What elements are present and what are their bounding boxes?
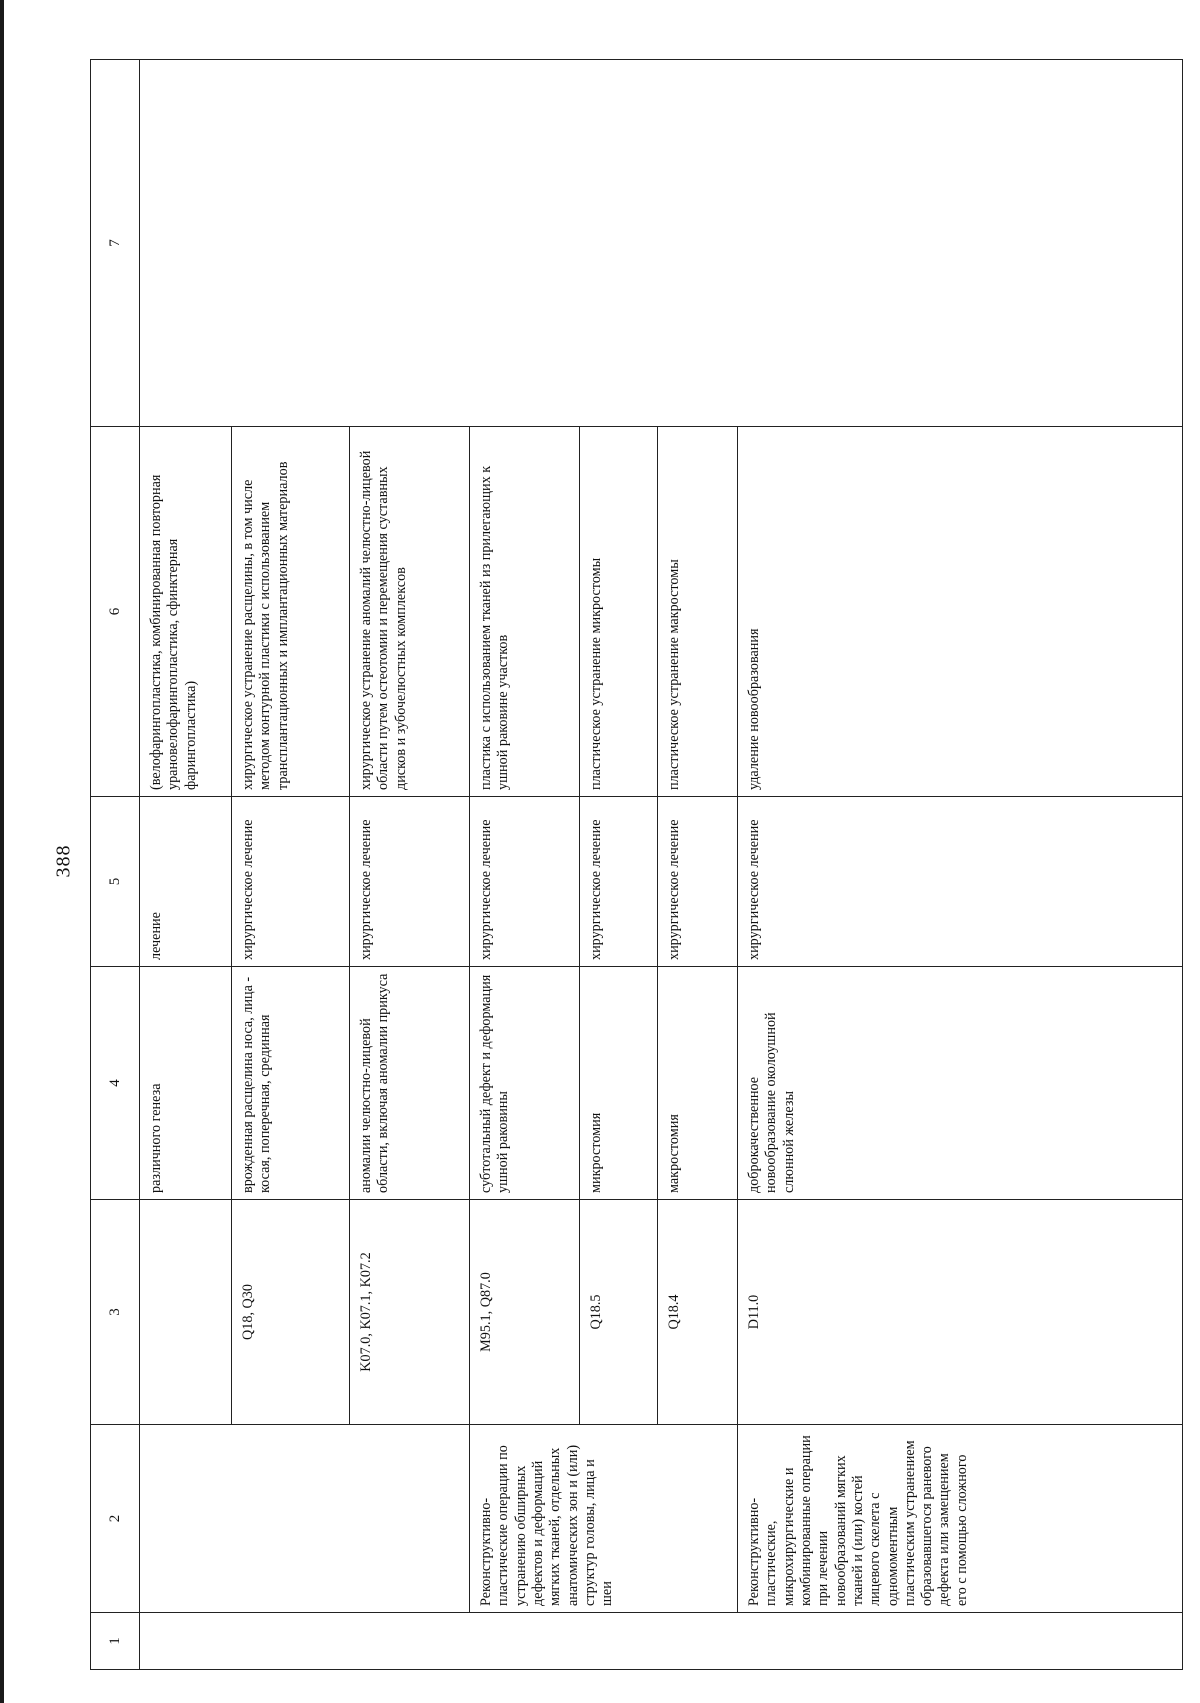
diagnosis-cell: аномалии челюстно-лицевой области, включая аномалии прикуса <box>350 967 470 1200</box>
header-cell: 3 <box>91 1200 140 1425</box>
codes-cell <box>140 1200 232 1425</box>
col2-cell: Реконструктивно-пластические, микрохирургические и комбинированные операции при лечении новообразований мягких тканей и (или) костей лицевого скелета с одномоментным пластическим устранением образовавшегося раневого дефекта или замещением его с помощью сложного <box>738 1425 1183 1613</box>
treatment-type-cell: хирургическое лечение <box>350 797 470 967</box>
diagnosis-cell: доброкачественное новообразование околоушной слюнной железы <box>738 967 1183 1200</box>
col2-cell <box>140 1425 470 1613</box>
treatment-type-cell: лечение <box>140 797 232 967</box>
diagnosis-cell: врожденная расщелина носа, лица - косая, поперечная, срединная <box>232 967 350 1200</box>
codes-cell: Q18.5 <box>580 1200 658 1425</box>
col1-cell <box>140 1613 1183 1670</box>
diagnosis-cell: различного генеза <box>140 967 232 1200</box>
codes-cell: K07.0, K07.1, K07.2 <box>350 1200 470 1425</box>
table-row <box>140 60 232 1670</box>
method-cell: хирургическое устранение аномалий челюстно-лицевой области путем остеотомии и перемещения суставных дисков и зубочелюстных комплексов <box>350 427 470 797</box>
method-cell: хирургическое устранение расщелины, в том числе методом контурной пластики с использованием трансплантационных и имплантационных материалов <box>232 427 350 797</box>
rotated-table-inner <box>90 60 1183 1670</box>
scan-left-edge <box>0 0 4 1703</box>
header-cell: 6 <box>91 427 140 797</box>
codes-cell: Q18, Q30 <box>232 1200 350 1425</box>
treatment-type-cell: хирургическое лечение <box>658 797 738 967</box>
procedures-table <box>90 59 1183 1670</box>
col7-cell <box>140 60 1183 427</box>
header-cell: 4 <box>91 967 140 1200</box>
header-cell: 2 <box>91 1425 140 1613</box>
header-cell: 1 <box>91 1613 140 1670</box>
treatment-type-cell: хирургическое лечение <box>580 797 658 967</box>
treatment-type-cell: хирургическое лечение <box>232 797 350 967</box>
header-row <box>91 60 140 1670</box>
col2-cell: Реконструктивно-пластические операции по устранению обширных дефектов и деформаций мягких тканей, отдельных анатомических зон и (или) структур головы, лица и шеи <box>470 1425 738 1613</box>
method-cell: пластическое устранение макростомы <box>658 427 738 797</box>
codes-cell: Q18.4 <box>658 1200 738 1425</box>
diagnosis-cell: субтотальный дефект и деформация ушной раковины <box>470 967 580 1200</box>
method-cell: удаление новообразования <box>738 427 1183 797</box>
header-cell: 7 <box>91 60 140 427</box>
page-number: 388 <box>52 844 75 878</box>
diagnosis-cell: микростомия <box>580 967 658 1200</box>
codes-cell: M95.1, Q87.0 <box>470 1200 580 1425</box>
treatment-type-cell: хирургическое лечение <box>738 797 1183 967</box>
treatment-type-cell: хирургическое лечение <box>470 797 580 967</box>
rotated-table-area <box>90 60 1183 1670</box>
header-cell: 5 <box>91 797 140 967</box>
diagnosis-cell: макростомия <box>658 967 738 1200</box>
method-cell: пластическое устранение микростомы <box>580 427 658 797</box>
method-cell: пластика с использованием тканей из прилегающих к ушной раковине участков <box>470 427 580 797</box>
codes-cell: D11.0 <box>738 1200 1183 1425</box>
method-cell: (велофарингопластика, комбинированная повторная урановелофарингопластика, сфинктерная фарингопластика) <box>140 427 232 797</box>
